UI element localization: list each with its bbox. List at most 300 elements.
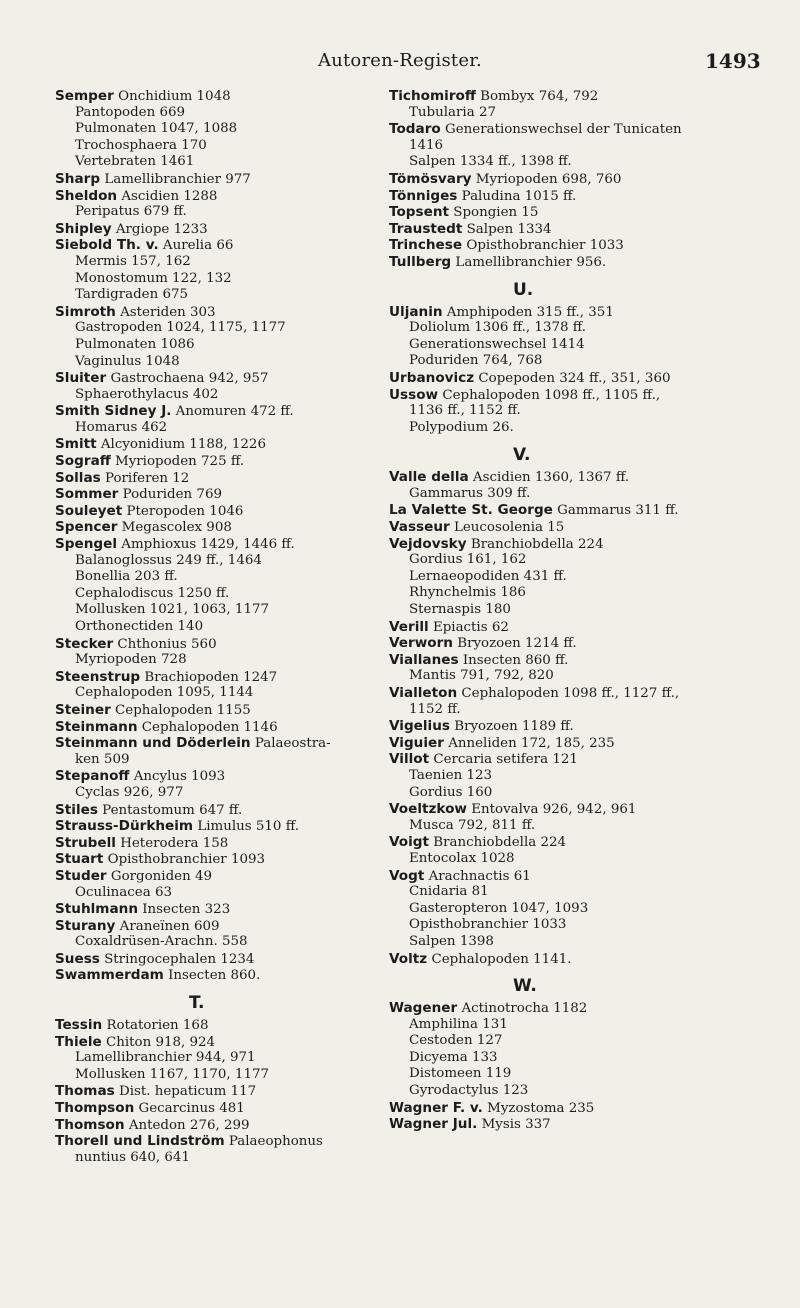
entry-text: Poduriden 769 [118,487,222,503]
entry-text: Oculinacea 63 [75,884,172,900]
author-name: Vejdovsky [389,535,467,552]
index-entry [55,470,395,487]
entry-text: Gastropoden 1024, 1175, 1177 [75,320,286,336]
index-entry [389,718,769,735]
entry-continuation-line [55,420,395,437]
entry-text: Bonellia 203 ff. [75,569,178,585]
page-header [0,0,800,80]
entry-continuation-line [55,337,395,354]
entry-text: Pulmonaten 1047, 1088 [75,121,238,137]
entry-continuation-line [389,486,769,503]
index-entry [389,221,769,238]
entry-first-line [55,237,395,254]
index-entry [55,536,395,636]
author-name: Vasseur [389,519,450,536]
author-name: Valle della [389,469,469,486]
entry-text: Peripatus 679 ff. [75,204,187,220]
section-letter-heading: T. [189,993,205,1014]
author-name: Topsent [389,204,450,221]
entry-continuation-line [55,1050,395,1067]
running-title: Autoren-Register. [318,50,482,71]
entry-continuation-line [389,1050,769,1067]
entry-text: Insecten 860. [163,968,261,984]
entry-text: Palaeostra- [250,736,331,752]
entry-text: Megascolex 908 [117,520,232,536]
entry-first-line [389,304,769,321]
entry-text: Leucosolenia 15 [449,520,565,536]
entry-first-line [389,951,769,968]
entry-first-line [389,370,769,387]
entry-text: Anomuren 472 ff. [171,404,294,420]
entry-first-line [389,685,769,702]
entry-text: Musca 792, 811 ff. [409,817,536,833]
entry-text: Ascidien 1360, 1367 ff. [468,470,630,486]
entry-text: Opisthobranchier 1093 [103,852,266,868]
index-entry [55,221,395,238]
entry-continuation-line [55,685,395,702]
entry-continuation-line [55,138,395,155]
entry-continuation-line [55,569,395,586]
entry-continuation-line [389,552,769,569]
index-entry [55,868,395,901]
index-entry [55,171,395,188]
entry-text: Doliolum 1306 ff., 1378 ff. [409,320,587,336]
entry-continuation-line [389,154,769,171]
index-entry [389,237,769,254]
author-name: Thorell und Lindström [55,1133,225,1150]
index-entry [55,901,395,918]
index-entry [389,254,769,271]
entry-first-line [389,204,769,221]
entry-first-line [389,1116,769,1133]
index-entry [389,171,769,188]
entry-first-line [55,171,395,188]
entry-first-line [389,502,769,519]
entry-text: Antedon 276, 299 [124,1117,250,1133]
author-name: Traustedt [389,220,463,237]
entry-text: Araneïnen 609 [115,918,220,934]
entry-text: Aurelia 66 [158,238,234,254]
section-letter-heading: U. [513,279,534,300]
entry-text: Bombyx 764, 792 [475,89,599,104]
index-entry [55,1017,395,1034]
entry-text: Gecarcinus 481 [134,1101,245,1117]
author-name: Thompson [55,1100,135,1117]
entry-first-line [55,1017,395,1034]
author-name: Sluiter [55,370,107,387]
index-entry [55,188,395,221]
entry-text: Asteriden 303 [115,304,216,320]
entry-text: Mollusken 1021, 1063, 1177 [75,602,270,618]
entry-text: Alcyonidium 1188, 1226 [96,437,266,453]
entry-continuation-line [389,934,769,951]
entry-first-line [55,221,395,238]
entry-text: Pantopoden 669 [75,104,186,120]
author-name: Viguier [389,734,444,751]
entry-text: Taenien 123 [409,767,493,783]
entry-continuation-line [55,320,395,337]
entry-text: Gorgoniden 49 [106,868,212,884]
entry-first-line [389,735,769,752]
entry-text: Sternaspis 180 [409,602,511,618]
entry-first-line [389,536,769,553]
entry-text: Opisthobranchier 1033 [462,238,624,254]
right-column [389,88,769,1133]
index-entry [389,469,769,502]
author-name: Villot [389,751,430,768]
entry-text: Lamellibranchier 956. [451,254,607,270]
author-name: Souleyet [55,502,123,519]
index-entry [55,1117,395,1134]
entry-first-line [55,901,395,918]
entry-text: Argiope 1233 [111,221,208,237]
entry-text: Arachnactis 61 [424,868,531,884]
entry-text: Gyrodactylus 123 [409,1083,529,1099]
entry-continuation-line [389,768,769,785]
entry-text: Coxaldrüsen-Arachn. 558 [75,934,248,950]
entry-continuation-line [55,121,395,138]
entry-text: Branchiobdella 224 [429,835,567,851]
entry-continuation-line [389,785,769,802]
index-entry [389,536,769,619]
entry-text: Branchiobdella 224 [466,536,604,552]
entry-continuation-line [55,619,395,636]
index-entry [389,121,769,171]
index-entry [55,636,395,669]
entry-text: Dicyema 133 [409,1049,498,1065]
entry-text: Cyclas 926, 977 [75,784,184,800]
author-name: Voeltzkow [389,801,467,818]
entry-first-line [55,453,395,470]
entry-continuation-line [389,1083,769,1100]
index-entry [55,918,395,951]
index-entry [55,88,395,171]
entry-text: Salpen 1398 [409,933,494,949]
entry-continuation-line [389,818,769,835]
index-entry [389,868,769,951]
author-name: Vialleton [389,685,458,701]
entry-first-line [55,868,395,885]
entry-text: Monostomum 122, 132 [75,270,232,286]
entry-text: 1416 [409,137,444,153]
entry-text: Pteropoden 1046 [122,503,244,519]
entry-text: Cephalopoden 1146 [137,719,278,735]
index-entry [389,519,769,536]
author-name: Strubell [55,834,116,851]
entry-continuation-line [389,138,769,155]
index-entry [55,1100,395,1117]
entry-first-line [389,121,769,138]
entry-text: Mantis 791, 792, 820 [409,668,554,684]
entry-text: Lamellibranchier 977 [100,171,251,187]
entry-first-line [389,88,769,105]
entry-continuation-line [389,917,769,934]
author-name: Swammerdam [55,967,164,984]
entry-text: Myzostoma 235 [482,1100,595,1116]
author-name: Voigt [389,834,430,851]
entry-text: Lernaeopodiden 431 ff. [409,568,567,584]
entry-text: Bryozoen 1214 ff. [452,636,577,652]
entry-first-line [389,188,769,205]
index-entry [55,370,395,403]
entry-text: Cephalopoden 1141. [427,951,572,967]
entry-continuation-line [389,702,769,719]
index-entry [55,519,395,536]
entry-continuation-line [55,105,395,122]
entry-text: Limulus 510 ff. [193,819,300,835]
entry-text: Vaginulus 1048 [75,353,180,369]
entry-first-line [389,635,769,652]
entry-continuation-line [389,602,769,619]
index-entry [55,719,395,736]
entry-continuation-line [55,885,395,902]
entry-continuation-line [55,287,395,304]
entry-text: Tardigraden 675 [75,287,189,303]
author-name: Stecker [55,635,114,652]
entry-continuation-line [389,420,769,437]
entry-first-line [389,254,769,271]
entry-first-line [55,835,395,852]
entry-continuation-line [389,353,769,370]
entry-text: Mysis 337 [477,1117,551,1133]
index-entry [55,835,395,852]
entry-text: Myriopoden 725 ff. [110,454,245,470]
index-entry [55,503,395,520]
author-name: Verill [389,618,429,635]
index-entry [389,188,769,205]
index-entry [55,1133,395,1166]
entry-first-line [55,967,395,984]
author-name: Siebold Th. v. [55,237,159,254]
author-name: Sheldon [55,187,118,204]
index-entry [389,801,769,834]
entry-continuation-line [389,851,769,868]
section-letter-heading: V. [513,445,531,466]
author-name: Stuart [55,851,104,868]
index-entry [389,751,769,801]
index-entry [389,619,769,636]
author-name: Tichomiroff [389,88,476,104]
author-name: Trinchese [389,237,463,254]
entry-text: Actinotrocha 1182 [457,1001,588,1017]
entry-text: Insecten 860 ff. [458,652,569,668]
index-entry [55,669,395,702]
author-name: Studer [55,867,107,884]
author-name: Tönniges [389,187,458,204]
entry-continuation-line [55,254,395,271]
entry-continuation-line [55,934,395,951]
entry-text: Poriferen 12 [100,470,190,486]
entry-text: Gordius 161, 162 [409,552,527,568]
entry-continuation-line [389,585,769,602]
entry-text: Rotatorien 168 [102,1018,209,1034]
index-entry [55,851,395,868]
entry-first-line [55,370,395,387]
entry-text: ken 509 [75,751,130,767]
entry-first-line [55,1117,395,1134]
author-name: Voltz [389,950,428,967]
entry-continuation-line [55,652,395,669]
index-entry [55,702,395,719]
index-entry [55,802,395,819]
index-entry [55,486,395,503]
entry-text: Cephalopoden 1098 ff., 1105 ff., [438,387,661,403]
entry-first-line [389,519,769,536]
author-name: Tullberg [389,253,452,270]
entry-first-line [55,503,395,520]
author-name: Tessin [55,1017,103,1034]
entry-first-line [55,1034,395,1051]
entry-text: Cephalopoden 1095, 1144 [75,685,254,701]
entry-first-line [55,403,395,420]
entry-text: Onchidium 1048 [113,89,231,104]
index-entry [389,635,769,652]
entry-continuation-line [55,752,395,769]
entry-text: Cephalopoden 1098 ff., 1127 ff., [457,686,680,701]
entry-text: Sphaerothylacus 402 [75,386,219,402]
entry-text: Gammarus 309 ff. [409,485,531,501]
entry-first-line [55,636,395,653]
entry-text: Epiactis 62 [428,619,509,635]
entry-text: Palaeophonus [224,1134,323,1150]
author-name: Vigelius [389,718,450,735]
entry-first-line [389,387,769,404]
index-entry [55,951,395,968]
entry-text: Opisthobranchier 1033 [409,917,567,933]
entry-continuation-line [55,1067,395,1084]
entry-first-line [55,436,395,453]
index-entry [55,304,395,370]
entry-first-line [55,1083,395,1100]
entry-first-line [55,519,395,536]
entry-continuation-line [389,884,769,901]
entry-first-line [55,88,395,105]
author-name: Sharp [55,170,101,187]
index-entry [55,403,395,436]
author-name: Smith Sidney J. [55,403,172,420]
entry-first-line [389,652,769,669]
entry-continuation-line [389,901,769,918]
index-entry [389,1000,769,1100]
author-name: Thomas [55,1083,115,1100]
author-name: Verworn [389,635,453,652]
entry-text: Cercaria setifera 121 [429,752,578,768]
entry-text: Heterodera 158 [115,835,229,851]
entry-text: Pentastomum 647 ff. [97,802,243,818]
entry-text: Gasteropteron 1047, 1093 [409,900,589,916]
entry-continuation-line [389,1017,769,1034]
index-entry [389,652,769,685]
entry-text: Spongien 15 [449,205,539,221]
index-entry [55,1034,395,1084]
entry-text: Cestoden 127 [409,1033,503,1049]
author-name: Steenstrup [55,668,141,685]
entry-text: Amphipoden 315 ff., 351 [442,304,614,320]
entry-continuation-line [389,569,769,586]
entry-text: Distomeen 119 [409,1066,512,1082]
entry-text: Balanoglossus 249 ff., 1464 [75,552,262,568]
entry-text: Ascidien 1288 [117,188,218,204]
entry-first-line [389,469,769,486]
author-name: Vogt [389,867,425,884]
index-entry [55,967,395,984]
entry-continuation-line [389,105,769,122]
index-entry [389,88,769,121]
entry-continuation-line [55,1150,395,1167]
author-name: Urbanovicz [389,369,475,386]
entry-text: Salpen 1334 ff., 1398 ff. [409,154,572,170]
author-name: Suess [55,950,100,967]
author-name: Thiele [55,1033,102,1050]
index-entry [389,834,769,867]
entry-text: Anneliden 172, 185, 235 [443,735,615,751]
entry-text: Gastrochaena 942, 957 [106,371,269,387]
author-name: Stepanoff [55,768,130,785]
entry-text: Myriopoden 698, 760 [471,171,622,187]
page-number: 1493 [705,49,761,73]
author-name: Strauss-Dürkheim [55,818,194,835]
entry-first-line [55,188,395,205]
entry-continuation-line [55,154,395,171]
entry-first-line [389,801,769,818]
index-entry [389,1100,769,1117]
entry-text: Cephalodiscus 1250 ff. [75,585,230,601]
entry-first-line [55,669,395,686]
entry-text: Pulmonaten 1086 [75,336,195,352]
index-entry [55,1083,395,1100]
author-name: Sograff [55,453,111,470]
author-name: Semper [55,88,114,104]
entry-text: Generationswechsel der Tunicaten [440,122,682,138]
author-name: Spengel [55,536,118,553]
author-name: Sommer [55,486,119,503]
entry-text: Myriopoden 728 [75,652,187,668]
entry-continuation-line [389,668,769,685]
entry-text: Poduriden 764, 768 [409,353,543,369]
entry-first-line [55,486,395,503]
author-name: Wagener [389,1000,458,1017]
entry-continuation-line [55,204,395,221]
entry-continuation-line [389,320,769,337]
entry-first-line [55,304,395,321]
entry-text: Mollusken 1167, 1170, 1177 [75,1066,270,1082]
entry-text: Tubularia 27 [409,104,496,120]
author-name: Steiner [55,701,111,718]
entry-text: Salpen 1334 [462,221,552,237]
entry-text: Rhynchelmis 186 [409,585,526,601]
entry-continuation-line [55,354,395,371]
index-entry [55,436,395,453]
index-entry [55,735,395,768]
entry-text: Entocolax 1028 [409,850,515,866]
entry-first-line [389,718,769,735]
index-entry [389,304,769,370]
entry-first-line [389,868,769,885]
section-letter-heading: W. [513,976,537,997]
entry-first-line [55,719,395,736]
entry-text: Trochosphaera 170 [75,137,207,153]
entry-first-line [389,751,769,768]
entry-text: Insecten 323 [138,902,231,918]
entry-text: Lamellibranchier 944, 971 [75,1050,256,1066]
entry-continuation-line [389,1033,769,1050]
entry-first-line [55,1133,395,1150]
entry-continuation-line [55,387,395,404]
author-name: Wagner Jul. [389,1116,478,1133]
entry-text: Vertebraten 1461 [75,154,195,170]
entry-first-line [389,834,769,851]
entry-text: Copepoden 324 ff., 351, 360 [474,370,671,386]
